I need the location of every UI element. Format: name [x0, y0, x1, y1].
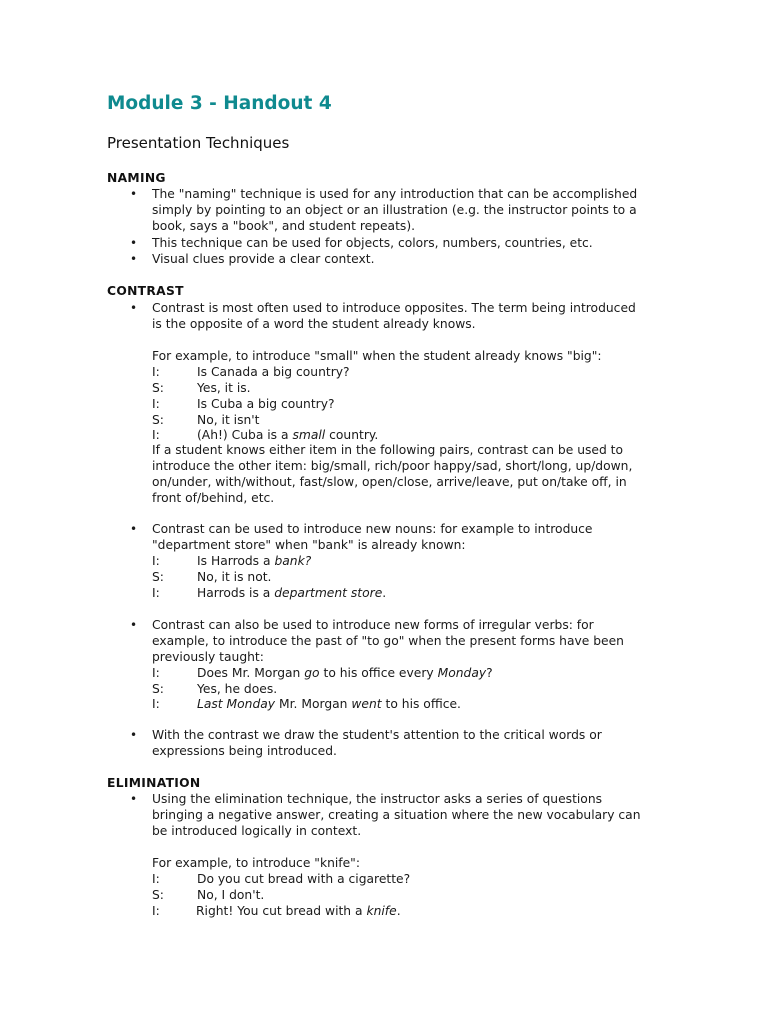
list-item-text: "department store" when "bank" is already known: [152, 538, 466, 552]
dialogue-line: Is Canada a big country? [197, 365, 350, 379]
list-item-text: example, to introduce the past of "to go" when the present forms have been [152, 634, 624, 648]
dialogue-speaker: S: [152, 682, 164, 696]
emphasis-text: small [292, 428, 326, 442]
emphasis-text: go [304, 666, 320, 680]
dialogue-speaker: S: [152, 570, 164, 584]
page-subtitle: Presentation Techniques [107, 134, 290, 152]
bullet-icon: • [130, 236, 138, 250]
paragraph-line: on/under, with/without, fast/slow, open/close, arrive/leave, put on/take off, in [152, 475, 627, 489]
emphasis-text: department store [274, 586, 383, 600]
dialogue-line: Right! You cut bread with a knife. [196, 904, 401, 918]
dialogue-line: No, it isn't [197, 413, 260, 427]
list-item-text: Using the elimination technique, the instructor asks a series of questions [152, 792, 603, 806]
emphasis-text: knife [366, 904, 397, 918]
list-item-text: Contrast can also be used to introduce new forms of irregular verbs: for [152, 618, 594, 632]
dialogue-speaker: S: [152, 888, 164, 902]
dialogue-line: No, it is not. [197, 570, 272, 584]
dialogue-line: (Ah!) Cuba is a small country. [197, 428, 379, 442]
section-heading-naming: NAMING [107, 171, 166, 185]
dialogue-speaker: I: [152, 428, 160, 442]
dialogue-speaker: S: [152, 381, 164, 395]
dialogue-speaker: S: [152, 413, 164, 427]
dialogue-speaker: I: [152, 586, 160, 600]
list-item-text: is the opposite of a word the student already knows. [152, 317, 476, 331]
bullet-icon: • [130, 187, 138, 201]
emphasis-text: bank? [274, 554, 312, 568]
list-item-text: simply by pointing to an object or an illustration (e.g. the instructor points to a [152, 203, 637, 217]
dialogue-line: Is Cuba a big country? [197, 397, 335, 411]
bullet-icon: • [130, 618, 138, 632]
bullet-icon: • [130, 522, 138, 536]
emphasis-text: went [351, 697, 382, 711]
list-item-text: expressions being introduced. [152, 744, 337, 758]
dialogue-line: Do you cut bread with a cigarette? [197, 872, 411, 886]
dialogue-line: Is Harrods a bank? [197, 554, 312, 568]
paragraph-line: introduce the other item: big/small, rich/poor happy/sad, short/long, up/down, [152, 459, 633, 473]
dialogue-line: Harrods is a department store. [197, 586, 387, 600]
dialogue-speaker: I: [152, 904, 160, 918]
dialogue-speaker: I: [152, 365, 160, 379]
section-heading-elimination: ELIMINATION [107, 776, 201, 790]
dialogue-speaker: I: [152, 397, 160, 411]
list-item-text: Visual clues provide a clear context. [152, 252, 375, 266]
dialogue-speaker: I: [152, 697, 160, 711]
list-item-text: bringing a negative answer, creating a situation where the new vocabulary can [152, 808, 641, 822]
emphasis-text: Monday [437, 666, 487, 680]
bullet-icon: • [130, 301, 138, 315]
example-intro: For example, to introduce "small" when the student already knows "big": [152, 349, 602, 363]
dialogue-line: Yes, he does. [197, 682, 278, 696]
bullet-icon: • [130, 728, 138, 742]
bullet-icon: • [130, 252, 138, 266]
bullet-icon: • [130, 792, 138, 806]
list-item-text: Contrast is most often used to introduce opposites. The term being introduced [152, 301, 636, 315]
list-item-text: The "naming" technique is used for any introduction that can be accomplished [152, 187, 638, 201]
example-intro: For example, to introduce "knife": [152, 856, 360, 870]
dialogue-speaker: I: [152, 666, 160, 680]
dialogue-speaker: I: [152, 872, 160, 886]
emphasis-text: Last Monday [197, 697, 276, 711]
list-item-text: With the contrast we draw the student's attention to the critical words or [152, 728, 602, 742]
list-item-text: book, says a "book", and student repeats). [152, 219, 416, 233]
section-heading-contrast: CONTRAST [107, 284, 184, 298]
list-item-text: Contrast can be used to introduce new nouns: for example to introduce [152, 522, 593, 536]
list-item-text: previously taught: [152, 650, 264, 664]
page-title: Module 3 - Handout 4 [107, 93, 332, 114]
list-item-text: This technique can be used for objects, colors, numbers, countries, etc. [152, 236, 593, 250]
list-item-text: be introduced logically in context. [152, 824, 362, 838]
paragraph-line: If a student knows either item in the following pairs, contrast can be used to [152, 443, 624, 457]
paragraph-line: front of/behind, etc. [152, 491, 275, 505]
dialogue-speaker: I: [152, 554, 160, 568]
dialogue-line: Yes, it is. [197, 381, 251, 395]
dialogue-line: No, I don't. [197, 888, 265, 902]
dialogue-line: Does Mr. Morgan go to his office every Monday? [197, 666, 493, 680]
dialogue-line: Last Monday Mr. Morgan went to his office. [197, 697, 461, 711]
